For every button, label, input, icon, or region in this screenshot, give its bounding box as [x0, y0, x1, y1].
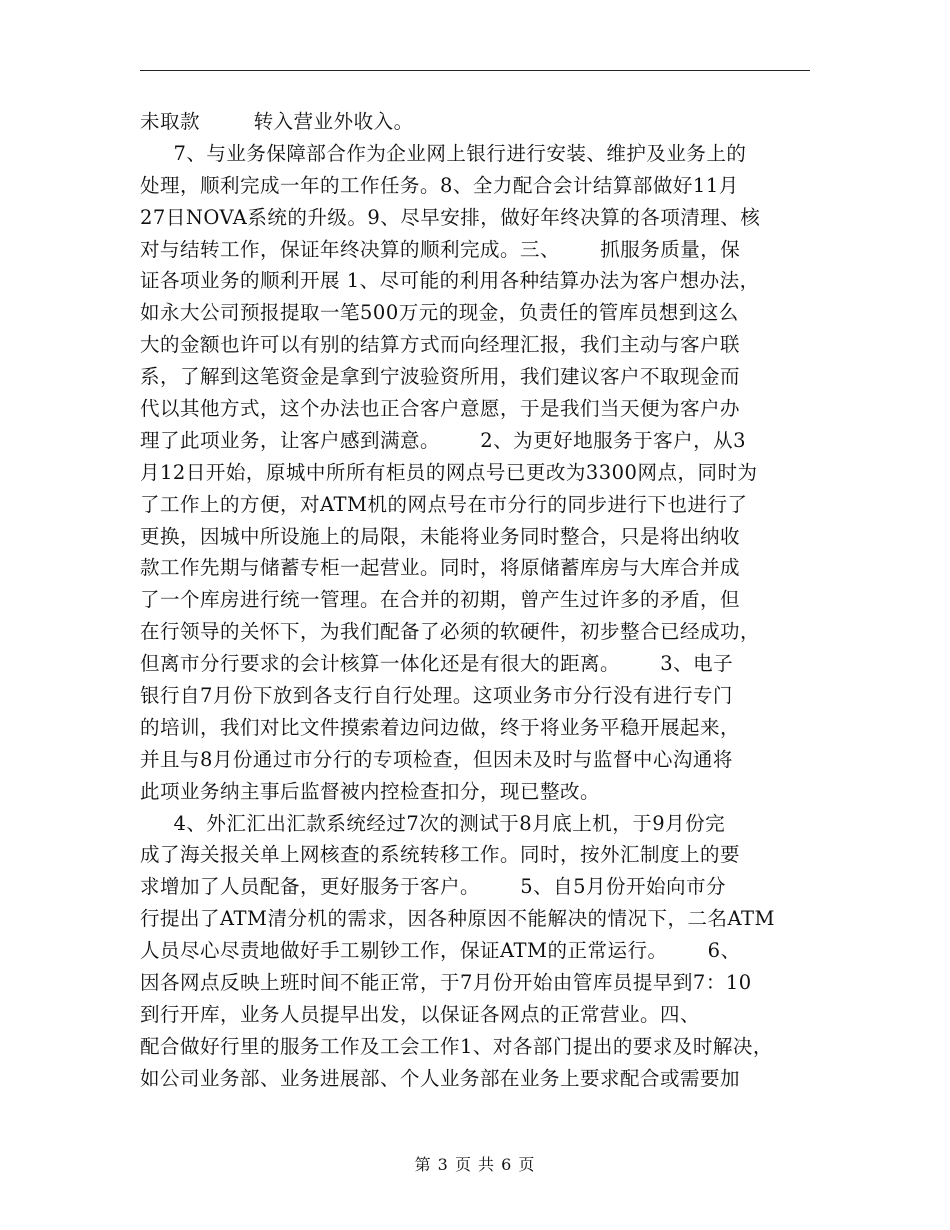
text-line: 大的金额也许可以有别的结算方式而向经理汇报，我们主动与客户联: [140, 333, 741, 357]
text-line: 行提出了ATM清分机的需求，因各种原因不能解决的情况下，二名ATM: [140, 907, 775, 931]
text-line: 如公司业务部、业务进展部、个人业务部在业务上要求配合或需要加: [140, 1066, 741, 1090]
text-line: 但离市分行要求的会计核算一体化还是有很大的距离。 3、电子: [140, 652, 734, 676]
page-footer: 第 3 页 共 6 页: [414, 1155, 536, 1174]
text-line: 理了此项业务，让客户感到满意。 2、为更好地服务于客户，从3: [140, 428, 747, 452]
text-line: 27日NOVA系统的升级。9、尽早安排，做好年终决算的各项清理、核: [140, 205, 761, 229]
text-line: 在行领导的关怀下，为我们配备了必须的软硬件，初步整合已经成功，: [140, 620, 761, 644]
text-line: 更换，因城中所设施上的局限，未能将业务同时整合，只是将出纳收: [140, 524, 741, 548]
text-line: 如永大公司预报提取一笔500万元的现金，负责任的管库员想到这么: [140, 301, 739, 325]
text-line: 系，了解到这笔资金是拿到宁波验资所用，我们建议客户不取现金而: [140, 365, 741, 389]
text-line: 的培训，我们对比文件摸索着边问边做，终于将业务平稳开展起来，: [140, 715, 741, 739]
body-text: [140, 106, 830, 1095]
text-line: 款工作先期与储蓄专柜一起营业。同时，将原储蓄库房与大库合并成: [140, 556, 741, 580]
text-line: 求增加了人员配备，更好服务于客户。 5、自5月份开始向市分: [140, 875, 727, 899]
text-line: 此项业务纳主事后监督被内控检查扣分，现已整改。: [140, 779, 601, 803]
text-line: 并且与8月份通过市分行的专项检查，但因未及时与监督中心沟通将: [140, 747, 733, 771]
text-line: 人员尽心尽责地做好手工剔钞工作，保证ATM的正常运行。 6、: [140, 939, 741, 963]
text-line: 银行自7月份下放到各支行自行处理。这项业务市分行没有进行专门: [140, 684, 733, 708]
text-line: 对与结转工作，保证年终决算的顺利完成。三、 抓服务质量，保: [140, 237, 741, 261]
text-line: 了一个库房进行统一管理。在合并的初期，曾产生过许多的矛盾，但: [140, 588, 741, 612]
text-line: 证各项业务的顺利开展 1、尽可能的利用各种结算办法为客户想办法，: [140, 269, 760, 293]
text-line: 处理，顺利完成一年的工作任务。8、全力配合会计结算部做好11月: [140, 173, 739, 197]
text-line: 4、外汇汇出汇款系统经过7次的测试于8月底上机，于9月份完: [140, 811, 726, 835]
text-line: 配合做好行里的服务工作及工会工作1、对各部门提出的要求及时解决，: [140, 1034, 773, 1058]
text-line: 到行开库，业务人员提早出发，以保证各网点的正常营业。四、: [140, 1002, 701, 1026]
text-line: 代以其他方式，这个办法也正合客户意愿，于是我们当天便为客户办: [140, 397, 741, 421]
text-line: 成了海关报关单上网核查的系统转移工作。同时，按外汇制度上的要: [140, 843, 741, 867]
text-line: 7、与业务保障部合作为企业网上银行进行安装、维护及业务上的: [140, 141, 747, 165]
text-line: 了工作上的方便，对ATM机的网点号在市分行的同步进行下也进行了: [140, 492, 748, 516]
text-line: 未取款 转入营业外收入。: [140, 110, 414, 133]
header-rule: [140, 70, 810, 71]
text-line: 因各网点反映上班时间不能正常，于7月份开始由管库员提早到7：10: [140, 971, 752, 995]
text-line: 月12日开始，原城中所所有柜员的网点号已更改为3300网点，同时为: [140, 460, 758, 484]
